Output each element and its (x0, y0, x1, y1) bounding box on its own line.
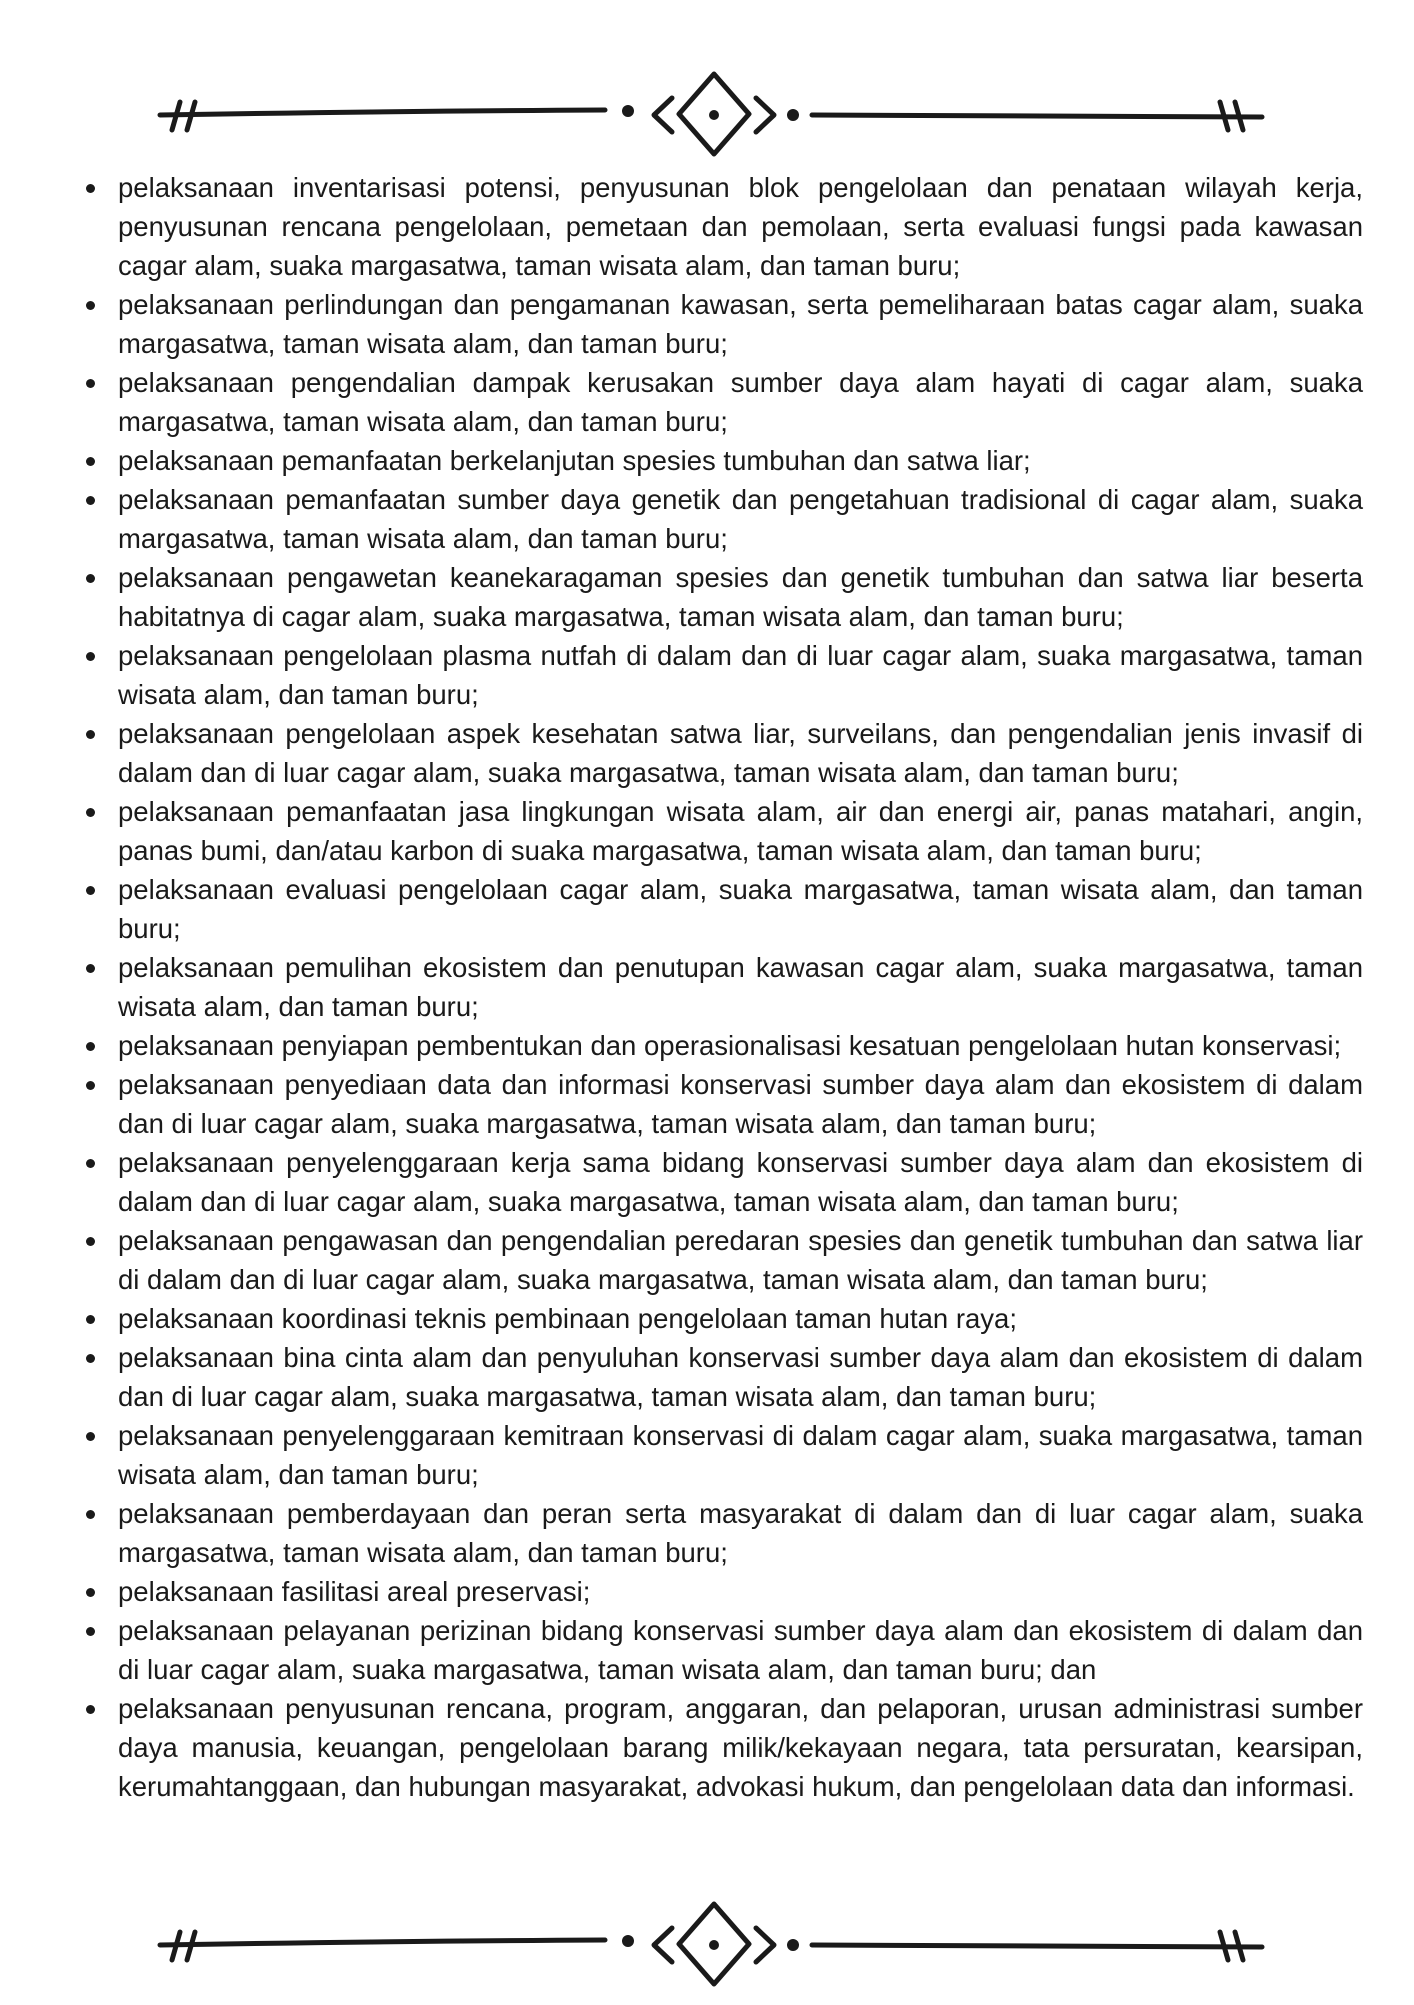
list-item: pelaksanaan pelayanan perizinan bidang konservasi sumber daya alam dan ekosistem di dalam dan di luar cagar alam, suaka margasatwa, taman wisata alam, dan taman buru; dan (85, 1611, 1363, 1689)
list-item: pelaksanaan koordinasi teknis pembinaan pengelolaan taman hutan raya; (85, 1299, 1363, 1338)
bottom-divider-ornament (0, 1890, 1414, 2000)
list-item: pelaksanaan pemanfaatan berkelanjutan spesies tumbuhan dan satwa liar; (85, 441, 1363, 480)
list-item: pelaksanaan evaluasi pengelolaan cagar alam, suaka margasatwa, taman wisata alam, dan taman buru; (85, 870, 1363, 948)
list-item: pelaksanaan penyusunan rencana, program, anggaran, dan pelaporan, urusan administrasi sumber daya manusia, keuangan, pengelolaan barang milik/kekayaan negara, tata persuratan, kearsipan, kerumahtanggaan, dan hubungan masyarakat, advokasi hukum, dan pengelolaan data dan informasi. (85, 1689, 1363, 1806)
diamond-divider-icon (0, 60, 1414, 170)
list-item: pelaksanaan pengawasan dan pengendalian peredaran spesies dan genetik tumbuhan dan satwa liar di dalam dan di luar cagar alam, suaka margasatwa, taman wisata alam, dan taman buru; (85, 1221, 1363, 1299)
document-body (85, 168, 1363, 1806)
list-item: pelaksanaan fasilitasi areal preservasi; (85, 1572, 1363, 1611)
task-list (85, 168, 1363, 1806)
list-item: pelaksanaan pengawetan keanekaragaman spesies dan genetik tumbuhan dan satwa liar beserta habitatnya di cagar alam, suaka margasatwa, taman wisata alam, dan taman buru; (85, 558, 1363, 636)
list-item: pelaksanaan pemberdayaan dan peran serta masyarakat di dalam dan di luar cagar alam, suaka margasatwa, taman wisata alam, dan taman buru; (85, 1494, 1363, 1572)
list-item: pelaksanaan inventarisasi potensi, penyusunan blok pengelolaan dan penataan wilayah kerja, penyusunan rencana pengelolaan, pemetaan dan pemolaan, serta evaluasi fungsi pada kawasan cagar alam, suaka margasatwa, taman wisata alam, dan taman buru; (85, 168, 1363, 285)
top-divider-ornament (0, 60, 1414, 170)
list-item: pelaksanaan penyelenggaraan kerja sama bidang konservasi sumber daya alam dan ekosistem di dalam dan di luar cagar alam, suaka margasatwa, taman wisata alam, dan taman buru; (85, 1143, 1363, 1221)
list-item: pelaksanaan pemanfaatan sumber daya genetik dan pengetahuan tradisional di cagar alam, suaka margasatwa, taman wisata alam, dan taman buru; (85, 480, 1363, 558)
list-item: pelaksanaan pemulihan ekosistem dan penutupan kawasan cagar alam, suaka margasatwa, taman wisata alam, dan taman buru; (85, 948, 1363, 1026)
diamond-divider-icon (0, 1890, 1414, 2000)
list-item: pelaksanaan pengelolaan aspek kesehatan satwa liar, surveilans, dan pengendalian jenis invasif di dalam dan di luar cagar alam, suaka margasatwa, taman wisata alam, dan taman buru; (85, 714, 1363, 792)
list-item: pelaksanaan penyiapan pembentukan dan operasionalisasi kesatuan pengelolaan hutan konservasi; (85, 1026, 1363, 1065)
list-item: pelaksanaan penyediaan data dan informasi konservasi sumber daya alam dan ekosistem di dalam dan di luar cagar alam, suaka margasatwa, taman wisata alam, dan taman buru; (85, 1065, 1363, 1143)
list-item: pelaksanaan bina cinta alam dan penyuluhan konservasi sumber daya alam dan ekosistem di dalam dan di luar cagar alam, suaka margasatwa, taman wisata alam, dan taman buru; (85, 1338, 1363, 1416)
list-item: pelaksanaan pengendalian dampak kerusakan sumber daya alam hayati di cagar alam, suaka margasatwa, taman wisata alam, dan taman buru; (85, 363, 1363, 441)
list-item: pelaksanaan pengelolaan plasma nutfah di dalam dan di luar cagar alam, suaka margasatwa, taman wisata alam, dan taman buru; (85, 636, 1363, 714)
list-item: pelaksanaan perlindungan dan pengamanan kawasan, serta pemeliharaan batas cagar alam, suaka margasatwa, taman wisata alam, dan taman buru; (85, 285, 1363, 363)
list-item: pelaksanaan penyelenggaraan kemitraan konservasi di dalam cagar alam, suaka margasatwa, taman wisata alam, dan taman buru; (85, 1416, 1363, 1494)
list-item: pelaksanaan pemanfaatan jasa lingkungan wisata alam, air dan energi air, panas matahari, angin, panas bumi, dan/atau karbon di suaka margasatwa, taman wisata alam, dan taman buru; (85, 792, 1363, 870)
